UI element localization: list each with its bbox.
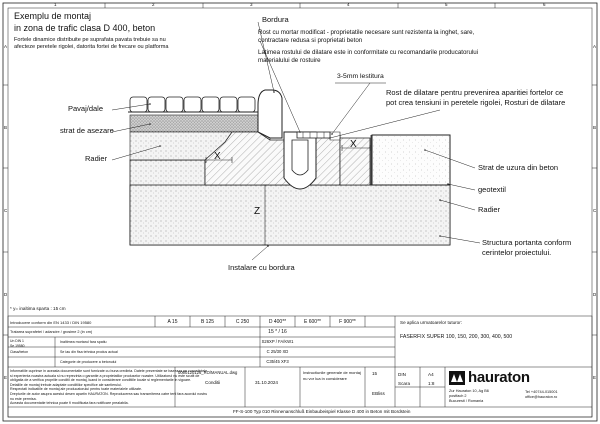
label-strat-asezare: strat de asezare <box>60 126 114 135</box>
label-radier-right: Radier <box>478 205 501 214</box>
disclaimer-line: Aceasta documentatie tehnica poate fi modificata fara notificare prealabila. <box>10 401 129 406</box>
frame-row-e-right: E <box>593 375 597 380</box>
frame-row-a-right: A <box>593 44 597 49</box>
dim-z: Z <box>254 206 261 217</box>
row4-value: C 25/30 XD <box>266 349 289 354</box>
label-latime-line1: Latimea rostului de dilatare este in conformitate cu recomandarile producatorului <box>258 49 479 56</box>
product-list: FASERFIX SUPER 100, 150, 200, 300, 400, 500 <box>400 334 513 340</box>
frame-row-e: E <box>4 375 8 380</box>
row3-value: S26XP / FA/KW1 <box>261 339 294 344</box>
address-line2: postfach 2 <box>449 394 467 398</box>
label-mortar-line2: contractare redusa si proprietati beton <box>258 37 363 44</box>
frame-row-d-right: D <box>593 292 597 297</box>
intro-note-line1: Fortele dinamice distribuite pe suprafata pavata trebuie sa nu <box>14 37 166 43</box>
version: EBliss <box>372 391 385 396</box>
sheet-number: 15 <box>372 371 378 376</box>
left-small-3: Clasa/beton <box>10 350 29 354</box>
scale-value: 1:8 <box>428 381 435 386</box>
class-c250: C 250 <box>235 319 250 325</box>
condition-label: Conditii <box>205 380 221 385</box>
label-strat-uzura: Strat de uzura din beton <box>478 163 559 172</box>
disclaimer-line: nu este permisa. <box>10 396 37 401</box>
row5-value: C35/45 XF3 <box>266 359 289 364</box>
label-instalare: Instalare cu bordura <box>228 263 295 272</box>
label-mortar-line1: Rost cu mortar modificat - proprietatile necesare sunt rezistenta la inghet, sare, <box>258 29 475 36</box>
disclaimer-line: Drepturile de autor asupra acestui desen apartin HAURATON. Reproducerea sau transmiterea catre terti fara acordul nostru <box>10 391 208 396</box>
label-radier-left: Radier <box>85 154 108 163</box>
row4-label: Se iau din fisa tehnica produs actual <box>60 350 118 354</box>
norm-row-label: Introducere conform din EN 1433 / DIN 19580 <box>10 320 92 325</box>
dim-x-left: X <box>214 151 221 162</box>
row2-value: 15 * / 16 <box>268 329 287 335</box>
disclaimer-line: Informatiile cuprinse in aceasta documentatie sunt furnizate cu buna credinta. Datele prezentate se bazeaza pe cunostintele <box>10 369 208 373</box>
class-b125: B 125 <box>200 319 215 325</box>
disclaimer-line: si experienta noastra actuala si nu reprezinta o garantie a proprietatilor produselor noastre. Utilizatorul nu este scutit de <box>10 373 200 378</box>
label-latime-line2: materialului de rostuire <box>258 57 321 64</box>
contact-phone: Tel +40744-015001 <box>525 390 558 394</box>
disclaimer-line: obligatia de a verifica propriile conditii de montaj, luand in considerare conditiile locale si reglementarile in vigoare. <box>10 378 192 383</box>
side-title: Se aplica urmatoarelor tuturor: <box>400 320 463 325</box>
frame-row-c: C <box>4 208 8 213</box>
label-pavaj: Pavaj/dale <box>68 104 104 113</box>
left-small-2: Se 19580 <box>10 344 25 348</box>
label-leatura: 3-5mm lestitura <box>337 73 384 80</box>
dn-value: A4 <box>428 372 434 377</box>
install-desc-line1: Instructiunile generale de montaj <box>303 370 361 375</box>
contact-email: office@hauraton.ro <box>525 395 558 399</box>
label-bordura: Bordura <box>262 15 289 24</box>
disclaimer-line: Respectati indicatiile de montaj ale producatorului pentru toate materialele utilizate. <box>10 387 143 392</box>
frame-col-2: 2 <box>152 2 155 7</box>
frame-row-b-right: B <box>593 125 597 130</box>
label-geotextil: geotextil <box>478 185 506 194</box>
frame-col-3: 3 <box>250 2 253 7</box>
dn-label: DIN <box>398 372 406 377</box>
bottom-caption: FF-S-100 Typ 010 Rinnenanschluß Einbaubeispiel Klasse D 400 in Beton mit Bordstein <box>233 409 411 414</box>
footnote: * y= inaltima sparta : 15 cm <box>10 306 66 311</box>
class-a15: A 15 <box>167 319 178 325</box>
class-e600: E 600** <box>304 319 321 325</box>
address-line3: Bucuresti / Romania <box>449 399 484 403</box>
intro-note-line2: afecteze peretele rigolei, datorita fortei de frecare ou platforma <box>14 44 169 50</box>
frame-row-d: D <box>4 292 8 297</box>
frame-col-1: 1 <box>54 2 57 7</box>
row3-label: Inaltimea mortarul fara spatiu <box>60 340 107 344</box>
label-rost-dilatare-line2: pot crea tensiuni in peretele rigolei, Rosturi de dilatare <box>386 98 566 107</box>
class-d400: D 400** <box>268 319 287 325</box>
row2-label: Tratarea suprafetei / adancire / grosime 2 (in cm) <box>10 330 93 334</box>
drawing-title-line1: Exemplu de montaj <box>14 11 92 21</box>
frame-row-b: B <box>4 125 8 130</box>
install-desc-line2: nu vor lua in considerare <box>303 376 347 381</box>
date: 31.10.2024 <box>255 380 278 385</box>
hauraton-logo-icon <box>449 371 465 385</box>
frame-col-5: 5 <box>445 2 448 7</box>
label-structura-line1: Structura portanta conform <box>482 238 572 247</box>
frame-col-4: 4 <box>347 2 350 7</box>
frame-col-6: 6 <box>543 2 546 7</box>
left-small-1: Un DIN 1 <box>10 339 24 343</box>
class-f900: F 900** <box>339 319 356 325</box>
label-structura-line2: cerintelor proiectului. <box>482 248 552 257</box>
frame-row-a: A <box>4 44 8 49</box>
row5-label: Categorie de producere a betonului <box>60 360 117 364</box>
disclaimer-line: Detaliile de montaj trebuie adaptate conditiilor specifice ale santierului. <box>10 382 122 387</box>
company-logo: hauraton <box>468 369 530 386</box>
dim-x-right: X <box>350 139 357 150</box>
label-rost-dilatare-line1: Rost de dilatare pentru prevenirea aparitiei fortelor ce <box>386 88 564 97</box>
drawing-title-line2: in zona de trafic clasa D 400, beton <box>14 23 156 33</box>
scale-label: Scara <box>398 381 411 386</box>
drawing-number: 0000120126_RO/MANUAL.dwg <box>178 370 238 375</box>
address-line1: Zur Hauraton 10, Ag B6 <box>449 389 489 393</box>
frame-row-c-right: C <box>593 208 597 213</box>
